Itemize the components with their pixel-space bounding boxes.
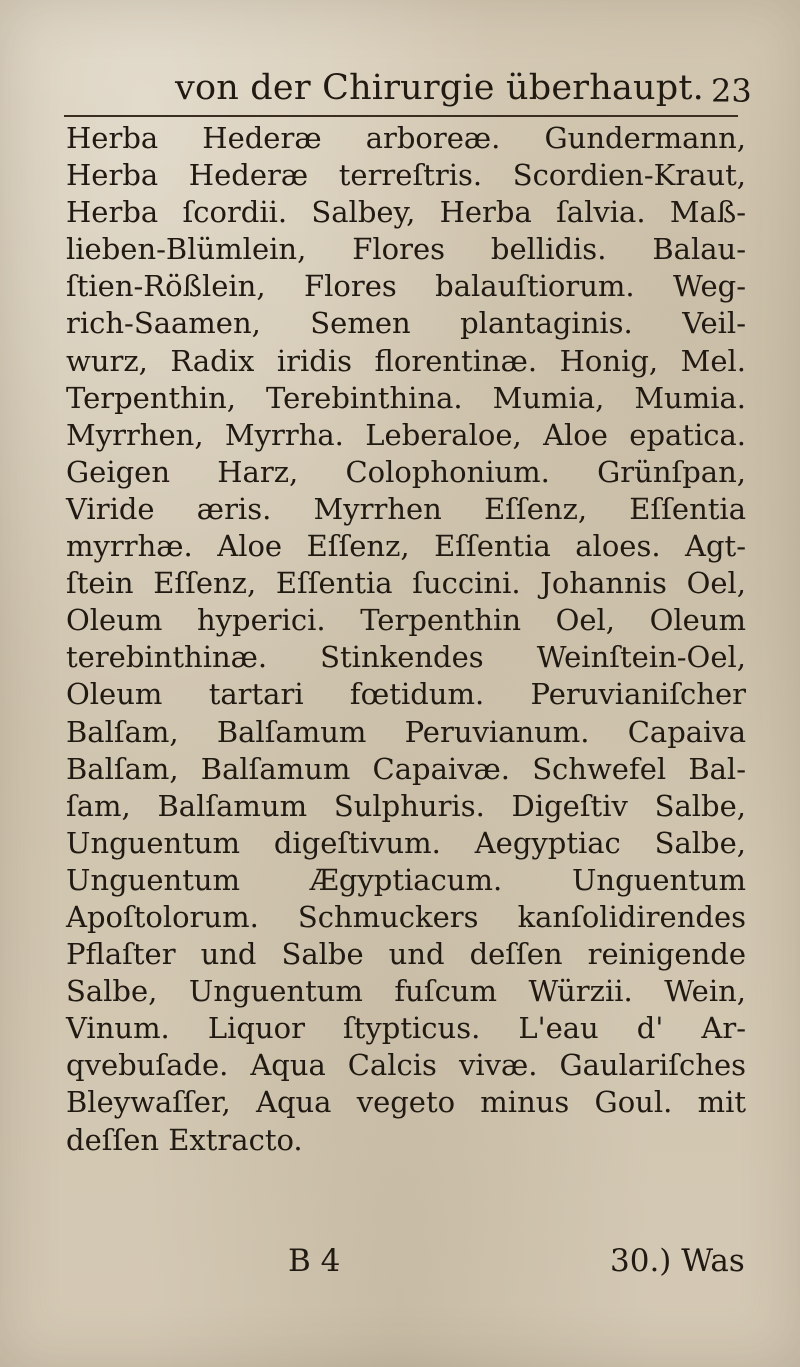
catchword: 30.) Was	[610, 1243, 745, 1279]
text-line: terebinthinæ. Stinkendes Weinſtein-Oel,	[66, 640, 746, 675]
text-line: Balſam, Balſamum Peruvianum. Capaiva	[66, 714, 746, 749]
text-line: Unguentum Ægyptiacum. Unguentum	[66, 862, 746, 897]
text-line: deſſen Extracto.	[66, 1122, 303, 1157]
text-line: Bleywaſſer, Aqua vegeto minus Goul. mit	[66, 1085, 746, 1120]
text-line: Vinum. Liquor ſtypticus. L'eau d' Ar-	[66, 1011, 746, 1046]
text-line: ſam, Balſamum Sulphuris. Digeſtiv Salbe,	[66, 788, 746, 823]
text-line: Herba Hederæ terreſtris. Scordien-Kraut,	[66, 158, 746, 193]
running-title: von der Chirurgie überhaupt.	[175, 68, 704, 108]
text-line: Geigen Harz, Colophonium. Grünſpan,	[66, 454, 746, 489]
text-line: Apoſtolorum. Schmuckers kanſolidirendes	[66, 899, 746, 934]
text-line: Pflaſter und Salbe und deſſen reinigende	[66, 937, 746, 972]
text-line: lieben-Blümlein, Flores bellidis. Balau-	[66, 232, 746, 267]
text-line: Oleum hyperici. Terpenthin Oel, Oleum	[66, 603, 746, 638]
text-line: Herba Hederæ arboreæ. Gundermann,	[66, 121, 746, 155]
page-number: 23	[711, 72, 752, 110]
text-line: Unguentum digeſtivum. Aegyptiac Salbe,	[66, 825, 746, 860]
body-text	[66, 120, 746, 1159]
header-rule	[64, 115, 738, 117]
text-line: Herba ſcordii. Salbey, Herba ſalvia. Maß-	[66, 195, 746, 230]
text-line: rich-Saamen, Semen plantaginis. Veil-	[66, 306, 746, 341]
signature-mark: B 4	[288, 1243, 341, 1279]
text-line: wurz, Radix iridis florentinæ. Honig, Mel.	[66, 343, 746, 378]
text-line: Terpenthin, Terebinthina. Mumia, Mumia.	[66, 380, 746, 415]
text-line: Salbe, Unguentum fuſcum Würzii. Wein,	[66, 974, 746, 1009]
text-line: Viride æris. Myrrhen Eſſenz, Eſſentia	[66, 491, 746, 526]
text-line: myrrhæ. Aloe Eſſenz, Eſſentia aloes. Agt-	[66, 529, 746, 564]
text-line: ſtein Eſſenz, Eſſentia ſuccini. Johannis Oel,	[66, 566, 746, 601]
text-line: Oleum tartari fœtidum. Peruvianiſcher	[66, 677, 746, 712]
text-line: ſtien-Rößlein, Flores balauſtiorum. Weg-	[66, 269, 746, 304]
text-line: Balſam, Balſamum Capaivæ. Schwefel Bal-	[66, 751, 746, 786]
text-line: Myrrhen, Myrrha. Leberaloe, Aloe epatica.	[66, 417, 746, 452]
text-line: qvebuſade. Aqua Calcis vivæ. Gaulariſches	[66, 1048, 746, 1083]
